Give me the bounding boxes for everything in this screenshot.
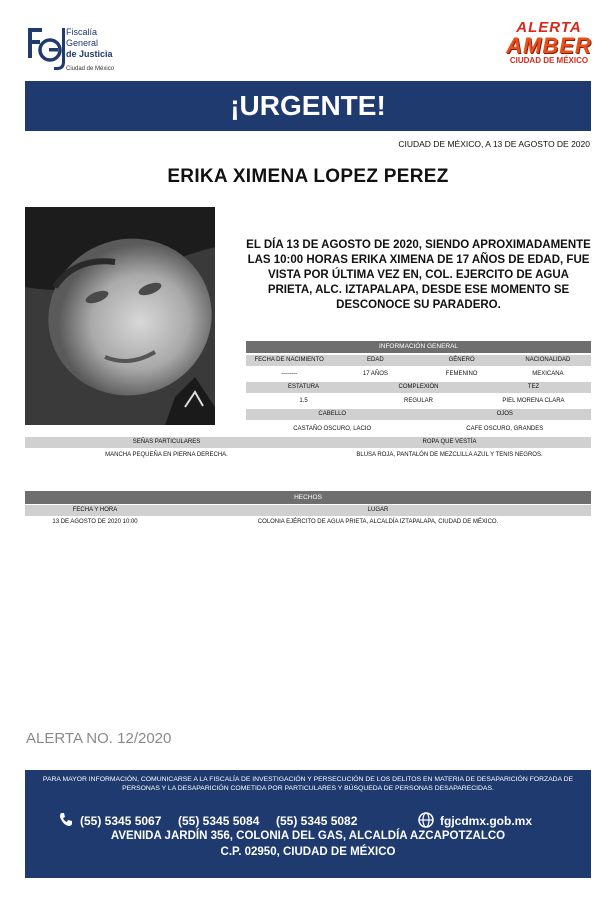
info-title: INFORMACIÓN GENERAL <box>246 341 591 353</box>
header-place: LUGAR <box>367 507 389 513</box>
org-name <box>66 27 114 75</box>
footer-address-line1: AVENIDA JARDÍN 356, COLONIA DEL GAS, ALCALDÍA AZCAPOTZALCO <box>110 830 506 842</box>
hechos-headers <box>25 505 591 516</box>
hechos-values <box>25 517 591 527</box>
header-height: ESTATURA <box>287 384 320 390</box>
info-row1-values <box>246 369 591 379</box>
value-hair: CASTAÑO OSCURO, LACIO <box>293 426 372 432</box>
amber-alert-logo <box>506 20 592 65</box>
person-photo <box>25 207 215 425</box>
footer-info: PARA MAYOR INFORMACIÓN, COMUNICARSE A LA FISCALÍA DE INVESTIGACIÓN Y PERSECUCIÓN DE LOS DELITOS EN MATERIA DE DESAPARICIÓN FORZADA DE PERSONAS Y LA DESAPARICIÓN COMETIDA POR PARTICULARES Y BÚSQUEDA DE PERSONAS DESAPARECIDAS. <box>42 776 574 792</box>
globe-icon <box>418 812 434 828</box>
value-datetime: 13 DE AGOSTO DE 2020 10:00 <box>52 519 138 525</box>
phone-2[interactable]: (55) 5345 5084 <box>178 814 260 828</box>
header-datetime: FECHA Y HORA <box>72 507 118 513</box>
org-line1: Fiscalía <box>66 27 98 37</box>
org-line2: General <box>66 38 99 48</box>
org-line3: de Justicia <box>66 49 113 59</box>
value-clothing: BLUSA ROJA, PANTALÓN DE MEZCLILLA AZUL Y TENIS NEGROS. <box>356 452 543 458</box>
value-skin: PIEL MORENA CLARA <box>502 398 565 404</box>
info-row4-headers <box>25 437 591 448</box>
fgj-logo <box>24 24 68 74</box>
value-build: REGULAR <box>403 398 433 404</box>
header-birthdate: FECHA DE NACIMIENTO <box>254 357 324 363</box>
footer-address-line2: C.P. 02950, CIUDAD DE MÉXICO <box>220 846 396 858</box>
amber-line3: CIUDAD DE MÉXICO <box>509 56 589 65</box>
header-age: EDAD <box>367 357 384 363</box>
info-row3-values <box>246 424 591 434</box>
value-nationality: MEXICANA <box>532 371 564 377</box>
value-gender: FEMENINO <box>445 371 478 377</box>
value-marks: MANCHA PEQUEÑA EN PIERNA DERECHA. <box>105 452 228 458</box>
org-line4: Ciudad de México <box>66 66 115 72</box>
value-birthdate: -------- <box>281 371 298 377</box>
header-gender: GÉNERO <box>448 357 475 363</box>
value-place: COLONIA EJÉRCITO DE AGUA PRIETA, ALCALDÍA IZTAPALAPA, CIUDAD DE MÉXICO. <box>257 519 499 525</box>
info-row3-headers <box>246 409 591 420</box>
header-hair: CABELLO <box>318 411 347 417</box>
incident-description: EL DÍA 13 DE AGOSTO DE 2020, SIENDO APROXIMADAMENTE LAS 10:00 HORAS ERIKA XIMENA DE 17 AÑOS DE EDAD, FUE VISTA POR ÚLTIMA VEZ EN, COL. EJERCITO DE AGUA PRIETA, ALC. IZTAPALAPA, DESDE ESE MOMENTO SE DESCONOCE SU PARADERO. <box>246 239 591 311</box>
phone-icon <box>58 812 74 828</box>
amber-line1: ALERTA <box>516 19 582 36</box>
header-clothing: ROPA QUE VESTÍA <box>422 439 477 445</box>
header-eyes: OJOS <box>496 411 513 417</box>
amber-line2: AMBER <box>506 33 592 58</box>
alert-number: ALERTA NO. 12/2020 <box>26 730 172 747</box>
info-row4-values <box>25 450 591 460</box>
info-row2-headers <box>246 382 591 393</box>
info-row2-values <box>246 396 591 406</box>
value-height: 1.5 <box>299 398 308 404</box>
phone-1[interactable]: (55) 5345 5067 <box>80 814 162 828</box>
header-build: COMPLEXIÓN <box>398 384 439 390</box>
header-nationality: NACIONALIDAD <box>525 357 571 363</box>
header-skin: TEZ <box>527 384 540 390</box>
header-marks: SEÑAS PARTICULARES <box>132 439 201 445</box>
person-name: ERIKA XIMENA LOPEZ PEREZ <box>167 166 449 187</box>
date-line: CIUDAD DE MÉXICO, A 13 DE AGOSTO DE 2020 <box>398 139 590 149</box>
urgent-title: ¡URGENTE! <box>230 90 386 121</box>
value-age: 17 AÑOS <box>362 371 388 377</box>
phone-3[interactable]: (55) 5345 5082 <box>276 814 358 828</box>
website-link[interactable]: fgjcdmx.gob.mx <box>440 814 533 828</box>
value-eyes: CAFE OSCURO, GRANDES <box>466 426 544 432</box>
info-row1-headers <box>246 355 591 366</box>
hechos-title: HECHOS <box>25 491 591 504</box>
